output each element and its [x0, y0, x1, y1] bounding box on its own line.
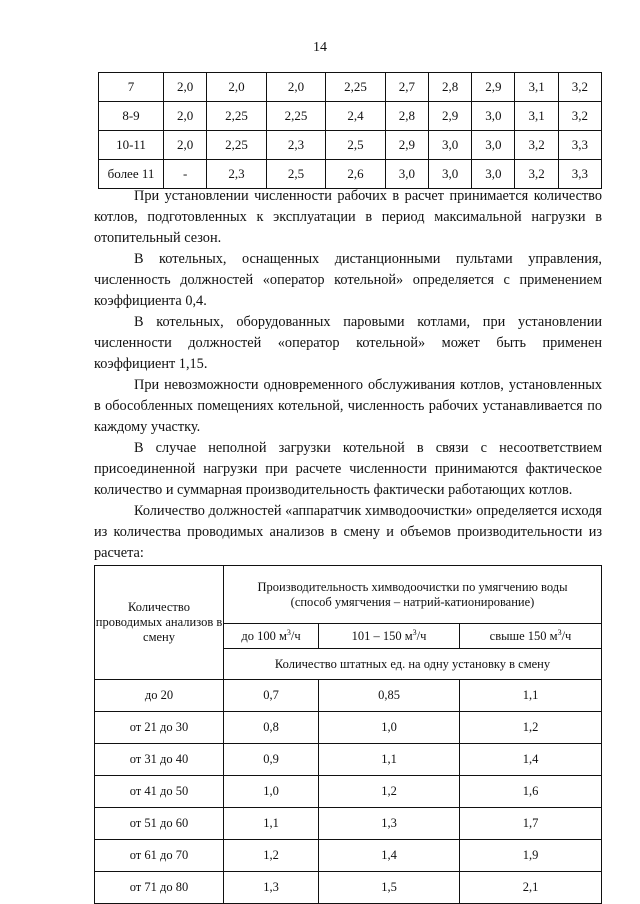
table-row [95, 808, 602, 840]
value-cell: 3,0 [429, 131, 472, 160]
table-row [95, 776, 602, 808]
table-row [95, 680, 602, 712]
paragraph: В случае неполной загрузки котельной в связи с несоответствием присоединенной нагрузки при расчете численности принимаются фактическое количество и суммарная производительность фактически работающих котлов. [94, 440, 602, 498]
value-cell: 3,2 [515, 131, 558, 160]
analyses-range-cell: от 21 до 30 [95, 712, 224, 744]
table-body [95, 680, 602, 904]
value-cell: 3,3 [558, 160, 601, 189]
staff-units-cell: 0,8 [224, 712, 319, 744]
value-cell: 2,7 [385, 73, 428, 102]
table-row [99, 102, 602, 131]
value-cell: 2,0 [164, 131, 207, 160]
table-row [99, 73, 602, 102]
value-cell: 2,9 [472, 73, 515, 102]
paragraph: При установлении численности рабочих в расчет принимается количество котлов, подготовленных к эксплуатации в период максимальной нагрузки в отопительный сезон. [94, 188, 602, 246]
analyses-range-cell: от 51 до 60 [95, 808, 224, 840]
header-capacity-101-150: 101 – 150 $м^3/ч$ [319, 624, 460, 649]
analyses-range-cell: от 61 до 70 [95, 840, 224, 872]
analyses-range-cell: от 71 до 80 [95, 872, 224, 904]
staff-units-cell: 1,3 [319, 808, 460, 840]
header-analyses-per-shift: Количество проводимых анализов в смену [95, 566, 224, 680]
staff-units-cell: 1,1 [224, 808, 319, 840]
value-cell: 3,1 [515, 102, 558, 131]
value-cell: 2,5 [326, 131, 386, 160]
value-cell: 2,0 [164, 102, 207, 131]
staff-units-cell: 1,0 [224, 776, 319, 808]
value-cell: 2,8 [385, 102, 428, 131]
value-cell: 2,5 [266, 160, 326, 189]
row-label-cell: 8-9 [99, 102, 164, 131]
paragraph: В котельных, оснащенных дистанционными пультами управления, численность должностей «оператор котельной» определяется с применением коэффициента 0,4. [94, 251, 602, 309]
header-capacity-line2: (способ умягчения – натрий-катионирование) [290, 594, 535, 609]
table-row [99, 131, 602, 160]
staff-units-cell: 1,3 [224, 872, 319, 904]
value-cell: 3,0 [472, 102, 515, 131]
page-number: 14 [313, 40, 327, 55]
header-capacity-over-150: свыше 150 $м^3/ч$ [460, 624, 602, 649]
value-cell: 3,2 [515, 160, 558, 189]
paragraph: В котельных, оборудованных паровыми котлами, при установлении численности должностей «оператор котельной» может быть применен коэффициент 1,15. [94, 314, 602, 372]
table-body [99, 73, 602, 189]
value-cell: 2,25 [266, 102, 326, 131]
staff-units-cell: 0,9 [224, 744, 319, 776]
value-cell: 2,6 [326, 160, 386, 189]
row-label-cell: 7 [99, 73, 164, 102]
value-cell: 2,25 [207, 102, 267, 131]
table-row [95, 744, 602, 776]
staff-units-cell: 1,2 [319, 776, 460, 808]
staff-units-cell: 1,2 [460, 712, 602, 744]
value-cell: 2,3 [266, 131, 326, 160]
value-cell: 3,1 [515, 73, 558, 102]
staff-units-cell: 1,9 [460, 840, 602, 872]
analyses-range-cell: от 41 до 50 [95, 776, 224, 808]
value-cell: 2,3 [207, 160, 267, 189]
table-row [95, 872, 602, 904]
value-cell: 2,4 [326, 102, 386, 131]
staff-units-cell: 1,2 [224, 840, 319, 872]
staff-units-cell: 1,0 [319, 712, 460, 744]
staff-units-cell: 0,7 [224, 680, 319, 712]
table-row [95, 840, 602, 872]
value-cell: 3,0 [472, 131, 515, 160]
value-cell: 2,8 [429, 73, 472, 102]
header-capacity-up-to-100: до 100 $м^3/ч$ [224, 624, 319, 649]
header-capacity [224, 566, 602, 624]
body-text [94, 186, 602, 564]
staff-units-cell: 1,7 [460, 808, 602, 840]
value-cell: 2,9 [429, 102, 472, 131]
value-cell: 2,0 [164, 73, 207, 102]
staff-units-cell: 1,1 [319, 744, 460, 776]
value-cell: 3,2 [558, 73, 601, 102]
value-cell: 3,0 [472, 160, 515, 189]
staff-units-cell: 2,1 [460, 872, 602, 904]
row-label-cell: более 11 [99, 160, 164, 189]
value-cell: 2,25 [326, 73, 386, 102]
value-cell: 2,0 [207, 73, 267, 102]
staff-units-cell: 0,85 [319, 680, 460, 712]
staff-units-cell: 1,5 [319, 872, 460, 904]
paragraph: При невозможности одновременного обслуживания котлов, установленных в обособленных помещениях котельной, численность рабочих устанавливается по каждому участку. [94, 377, 602, 435]
table-water-treatment-staffing [94, 565, 602, 904]
header-capacity-line1: Производительность химводоочистки по умягчению воды [257, 579, 568, 594]
analyses-range-cell: от 31 до 40 [95, 744, 224, 776]
staff-units-cell: 1,4 [460, 744, 602, 776]
value-cell: 3,3 [558, 131, 601, 160]
value-cell: 3,0 [429, 160, 472, 189]
analyses-range-cell: до 20 [95, 680, 224, 712]
staff-units-cell: 1,1 [460, 680, 602, 712]
paragraph: Количество должностей «аппаратчик химводоочистки» определяется исходя из количества проводимых анализов в смену и объемов производительности из расчета: [94, 503, 602, 561]
row-label-cell: 10-11 [99, 131, 164, 160]
value-cell: 2,9 [385, 131, 428, 160]
staff-units-cell: 1,6 [460, 776, 602, 808]
staff-units-cell: 1,4 [319, 840, 460, 872]
value-cell: 3,2 [558, 102, 601, 131]
value-cell: - [164, 160, 207, 189]
header-staff-units: Количество штатных ед. на одну установку в смену [224, 649, 602, 680]
table-row [99, 160, 602, 189]
value-cell: 3,0 [385, 160, 428, 189]
value-cell: 2,0 [266, 73, 326, 102]
value-cell: 2,25 [207, 131, 267, 160]
table-staffing-coefficients [98, 72, 602, 189]
table-row [95, 712, 602, 744]
